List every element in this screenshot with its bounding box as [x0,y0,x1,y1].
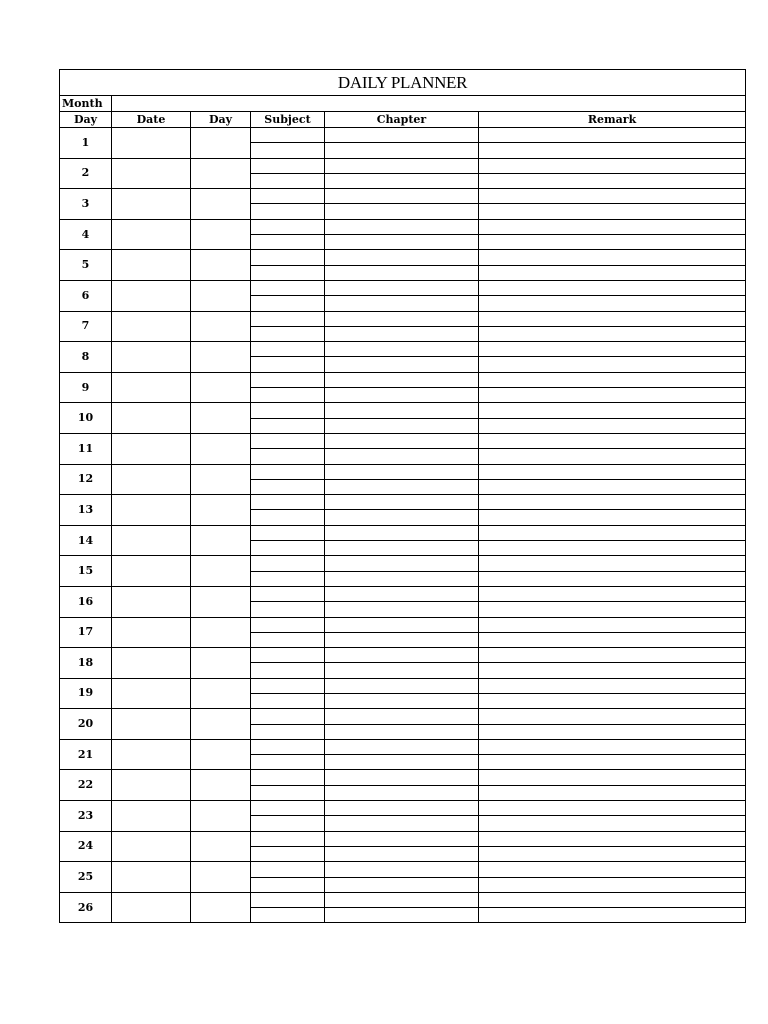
chapter-cell[interactable] [325,433,479,448]
table-row [60,128,746,143]
subject-cell[interactable] [251,250,325,265]
chapter-cell[interactable] [325,418,479,433]
remark-cell[interactable] [479,693,746,708]
chapter-cell[interactable] [325,388,479,403]
remark-cell[interactable] [479,311,746,326]
day-number: 8 [60,342,112,373]
remark-cell[interactable] [479,189,746,204]
table-row [60,709,746,724]
date-cell[interactable] [112,617,191,648]
remark-cell[interactable] [479,663,746,678]
day-number: 18 [60,648,112,679]
day-number: 14 [60,525,112,556]
remark-cell[interactable] [479,709,746,724]
weekday-cell[interactable] [191,280,251,311]
chapter-cell[interactable] [325,846,479,861]
chapter-cell[interactable] [325,311,479,326]
day-number: 12 [60,464,112,495]
date-cell[interactable] [112,556,191,587]
subject-cell[interactable] [251,280,325,295]
subject-cell[interactable] [251,602,325,617]
table-row [60,525,746,540]
chapter-cell[interactable] [325,908,479,923]
title-row [60,70,746,96]
table-row [60,770,746,785]
date-cell[interactable] [112,189,191,220]
subject-cell[interactable] [251,678,325,693]
subject-cell[interactable] [251,464,325,479]
date-cell[interactable] [112,678,191,709]
weekday-cell[interactable] [191,219,251,250]
chapter-cell[interactable] [325,403,479,418]
chapter-cell[interactable] [325,495,479,510]
chapter-cell[interactable] [325,525,479,540]
chapter-cell[interactable] [325,479,479,494]
day-number: 4 [60,219,112,250]
remark-cell[interactable] [479,449,746,464]
date-cell[interactable] [112,525,191,556]
chapter-cell[interactable] [325,235,479,250]
month-label: Month [60,96,112,112]
subject-cell[interactable] [251,403,325,418]
date-cell[interactable] [112,862,191,893]
remark-cell[interactable] [479,816,746,831]
table-row [60,862,746,877]
subject-cell[interactable] [251,739,325,754]
date-cell[interactable] [112,648,191,679]
subject-cell[interactable] [251,724,325,739]
remark-cell[interactable] [479,617,746,632]
day-number: 6 [60,280,112,311]
remark-cell[interactable] [479,219,746,234]
remark-cell[interactable] [479,724,746,739]
chapter-cell[interactable] [325,541,479,556]
chapter-cell[interactable] [325,693,479,708]
date-cell[interactable] [112,586,191,617]
remark-cell[interactable] [479,632,746,647]
weekday-cell[interactable] [191,250,251,281]
chapter-cell[interactable] [325,571,479,586]
remark-cell[interactable] [479,265,746,280]
subject-cell[interactable] [251,525,325,540]
chapter-cell[interactable] [325,831,479,846]
subject-cell[interactable] [251,617,325,632]
chapter-cell[interactable] [325,326,479,341]
table-row [60,495,746,510]
remark-cell[interactable] [479,846,746,861]
chapter-cell[interactable] [325,173,479,188]
remark-cell[interactable] [479,403,746,418]
chapter-cell[interactable] [325,158,479,173]
remark-cell[interactable] [479,433,746,448]
subject-cell[interactable] [251,556,325,571]
day-number: 5 [60,250,112,281]
chapter-cell[interactable] [325,877,479,892]
remark-cell[interactable] [479,495,746,510]
date-cell[interactable] [112,219,191,250]
weekday-cell[interactable] [191,892,251,923]
subject-cell[interactable] [251,143,325,158]
day-number: 23 [60,801,112,832]
chapter-cell[interactable] [325,265,479,280]
header-row [60,112,746,128]
table-row [60,801,746,816]
date-cell[interactable] [112,433,191,464]
weekday-cell[interactable] [191,342,251,373]
remark-cell[interactable] [479,418,746,433]
chapter-cell[interactable] [325,219,479,234]
table-row [60,403,746,418]
subject-cell[interactable] [251,571,325,586]
subject-cell[interactable] [251,816,325,831]
weekday-cell[interactable] [191,464,251,495]
subject-cell[interactable] [251,311,325,326]
day-number: 15 [60,556,112,587]
date-cell[interactable] [112,770,191,801]
weekday-cell[interactable] [191,525,251,556]
day-number: 17 [60,617,112,648]
weekday-cell[interactable] [191,128,251,159]
table-row [60,250,746,265]
remark-cell[interactable] [479,770,746,785]
remark-cell[interactable] [479,525,746,540]
table-row [60,617,746,632]
subject-cell[interactable] [251,418,325,433]
subject-cell[interactable] [251,892,325,907]
table-row [60,433,746,448]
day-number: 21 [60,739,112,770]
subject-cell[interactable] [251,877,325,892]
subject-cell[interactable] [251,219,325,234]
remark-cell[interactable] [479,143,746,158]
subject-cell[interactable] [251,372,325,387]
chapter-cell[interactable] [325,663,479,678]
subject-cell[interactable] [251,265,325,280]
remark-cell[interactable] [479,250,746,265]
chapter-cell[interactable] [325,128,479,143]
weekday-cell[interactable] [191,372,251,403]
day-number: 1 [60,128,112,159]
table-row [60,892,746,907]
remark-cell[interactable] [479,296,746,311]
date-cell[interactable] [112,158,191,189]
chapter-cell[interactable] [325,724,479,739]
day-number: 20 [60,709,112,740]
weekday-cell[interactable] [191,433,251,464]
chapter-cell[interactable] [325,648,479,663]
remark-cell[interactable] [479,892,746,907]
chapter-cell[interactable] [325,250,479,265]
weekday-cell[interactable] [191,311,251,342]
remark-cell[interactable] [479,831,746,846]
remark-cell[interactable] [479,128,746,143]
chapter-cell[interactable] [325,785,479,800]
subject-cell[interactable] [251,846,325,861]
weekday-cell[interactable] [191,586,251,617]
subject-cell[interactable] [251,648,325,663]
table-row [60,219,746,234]
remark-cell[interactable] [479,648,746,663]
day-number: 19 [60,678,112,709]
remark-cell[interactable] [479,755,746,770]
remark-cell[interactable] [479,739,746,754]
date-cell[interactable] [112,892,191,923]
weekday-cell[interactable] [191,678,251,709]
chapter-cell[interactable] [325,372,479,387]
date-cell[interactable] [112,250,191,281]
subject-cell[interactable] [251,586,325,601]
date-cell[interactable] [112,342,191,373]
subject-cell[interactable] [251,632,325,647]
subject-cell[interactable] [251,357,325,372]
subject-cell[interactable] [251,541,325,556]
day-number: 26 [60,892,112,923]
date-cell[interactable] [112,280,191,311]
chapter-cell[interactable] [325,464,479,479]
weekday-cell[interactable] [191,770,251,801]
table-row [60,739,746,754]
weekday-cell[interactable] [191,739,251,770]
weekday-cell[interactable] [191,617,251,648]
day-number: 13 [60,495,112,526]
chapter-cell[interactable] [325,342,479,357]
date-cell[interactable] [112,128,191,159]
remark-cell[interactable] [479,678,746,693]
chapter-cell[interactable] [325,556,479,571]
chapter-cell[interactable] [325,143,479,158]
chapter-cell[interactable] [325,755,479,770]
planner-body [60,70,746,923]
weekday-cell[interactable] [191,403,251,434]
subject-cell[interactable] [251,908,325,923]
date-cell[interactable] [112,709,191,740]
chapter-cell[interactable] [325,617,479,632]
table-row [60,648,746,663]
remark-cell[interactable] [479,801,746,816]
subject-cell[interactable] [251,801,325,816]
date-cell[interactable] [112,831,191,862]
chapter-cell[interactable] [325,510,479,525]
subject-cell[interactable] [251,326,325,341]
date-cell[interactable] [112,801,191,832]
chapter-cell[interactable] [325,280,479,295]
weekday-cell[interactable] [191,189,251,220]
subject-cell[interactable] [251,433,325,448]
weekday-cell[interactable] [191,801,251,832]
month-row [60,96,746,112]
chapter-cell[interactable] [325,801,479,816]
page-title: DAILY PLANNER [60,70,746,96]
remark-cell[interactable] [479,357,746,372]
chapter-cell[interactable] [325,678,479,693]
header-date: Date [112,112,191,128]
subject-cell[interactable] [251,831,325,846]
table-row [60,464,746,479]
chapter-cell[interactable] [325,739,479,754]
subject-cell[interactable] [251,449,325,464]
header-chapter: Chapter [325,112,479,128]
remark-cell[interactable] [479,586,746,601]
chapter-cell[interactable] [325,816,479,831]
weekday-cell[interactable] [191,556,251,587]
chapter-cell[interactable] [325,189,479,204]
day-number: 7 [60,311,112,342]
remark-cell[interactable] [479,556,746,571]
day-number: 3 [60,189,112,220]
header-weekday: Day [191,112,251,128]
day-number: 25 [60,862,112,893]
subject-cell[interactable] [251,709,325,724]
remark-cell[interactable] [479,235,746,250]
table-row [60,280,746,295]
date-cell[interactable] [112,372,191,403]
chapter-cell[interactable] [325,296,479,311]
day-number: 22 [60,770,112,801]
weekday-cell[interactable] [191,648,251,679]
subject-cell[interactable] [251,204,325,219]
subject-cell[interactable] [251,388,325,403]
weekday-cell[interactable] [191,831,251,862]
subject-cell[interactable] [251,693,325,708]
remark-cell[interactable] [479,602,746,617]
weekday-cell[interactable] [191,709,251,740]
remark-cell[interactable] [479,342,746,357]
remark-cell[interactable] [479,388,746,403]
chapter-cell[interactable] [325,709,479,724]
remark-cell[interactable] [479,372,746,387]
day-number: 10 [60,403,112,434]
remark-cell[interactable] [479,479,746,494]
remark-cell[interactable] [479,158,746,173]
table-row [60,189,746,204]
remark-cell[interactable] [479,204,746,219]
subject-cell[interactable] [251,173,325,188]
remark-cell[interactable] [479,280,746,295]
remark-cell[interactable] [479,173,746,188]
remark-cell[interactable] [479,510,746,525]
remark-cell[interactable] [479,326,746,341]
subject-cell[interactable] [251,862,325,877]
table-row [60,311,746,326]
chapter-cell[interactable] [325,357,479,372]
day-number: 16 [60,586,112,617]
table-row [60,831,746,846]
header-subject: Subject [251,112,325,128]
day-number: 24 [60,831,112,862]
table-row [60,678,746,693]
header-day-number: Day [60,112,112,128]
chapter-cell[interactable] [325,586,479,601]
remark-cell[interactable] [479,862,746,877]
subject-cell[interactable] [251,342,325,357]
subject-cell[interactable] [251,770,325,785]
day-number: 11 [60,433,112,464]
subject-cell[interactable] [251,755,325,770]
subject-cell[interactable] [251,785,325,800]
chapter-cell[interactable] [325,204,479,219]
table-row [60,342,746,357]
subject-cell[interactable] [251,296,325,311]
subject-cell[interactable] [251,128,325,143]
remark-cell[interactable] [479,571,746,586]
subject-cell[interactable] [251,235,325,250]
remark-cell[interactable] [479,785,746,800]
chapter-cell[interactable] [325,862,479,877]
weekday-cell[interactable] [191,495,251,526]
subject-cell[interactable] [251,495,325,510]
subject-cell[interactable] [251,479,325,494]
subject-cell[interactable] [251,510,325,525]
chapter-cell[interactable] [325,770,479,785]
day-number: 9 [60,372,112,403]
subject-cell[interactable] [251,663,325,678]
table-row [60,586,746,601]
subject-cell[interactable] [251,189,325,204]
remark-cell[interactable] [479,541,746,556]
date-cell[interactable] [112,403,191,434]
weekday-cell[interactable] [191,158,251,189]
header-remark: Remark [479,112,746,128]
remark-cell[interactable] [479,877,746,892]
date-cell[interactable] [112,464,191,495]
date-cell[interactable] [112,495,191,526]
day-number: 2 [60,158,112,189]
subject-cell[interactable] [251,158,325,173]
chapter-cell[interactable] [325,602,479,617]
table-row [60,556,746,571]
table-row [60,158,746,173]
chapter-cell[interactable] [325,892,479,907]
month-input-cell[interactable] [112,96,746,112]
remark-cell[interactable] [479,908,746,923]
chapter-cell[interactable] [325,632,479,647]
weekday-cell[interactable] [191,862,251,893]
chapter-cell[interactable] [325,449,479,464]
table-row [60,372,746,387]
date-cell[interactable] [112,311,191,342]
date-cell[interactable] [112,739,191,770]
remark-cell[interactable] [479,464,746,479]
daily-planner-table [59,69,746,923]
